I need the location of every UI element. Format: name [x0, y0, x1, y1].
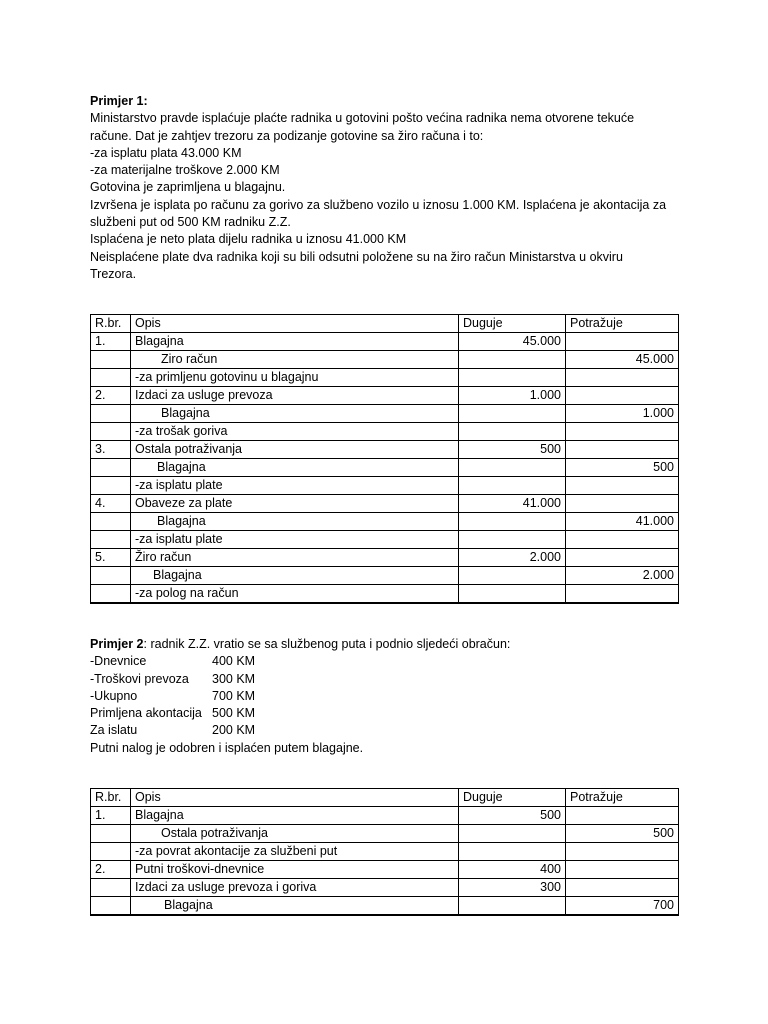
example1-line: Neisplaćene plate dva radnika koji su bili odsutni položene su na žiro račun Ministarstva u okviru	[90, 249, 623, 264]
cell-duguje	[459, 351, 566, 369]
calc-value: 300 KM	[212, 671, 256, 686]
cell-potrazuje	[566, 423, 679, 441]
cell-opis: -za primljenu gotovinu u blagajnu	[131, 369, 459, 387]
cell-duguje: 500	[459, 441, 566, 459]
calc-label: Primljena akontacija	[90, 706, 202, 721]
cell-duguje	[459, 825, 566, 843]
cell-opis: -za povrat akontacije za službeni put	[131, 843, 459, 861]
cell-opis: -za isplatu plate	[131, 531, 459, 549]
cell-duguje	[459, 585, 566, 604]
cell-potrazuje: 41.000	[566, 513, 679, 531]
cell-rbr	[91, 351, 131, 369]
header-duguje: Duguje	[459, 315, 566, 333]
cell-potrazuje	[566, 369, 679, 387]
calc-label: -Troškovi prevoza	[90, 671, 189, 686]
cell-rbr	[91, 405, 131, 423]
cell-opis: Blagajna	[131, 897, 459, 916]
calc-row	[90, 705, 690, 722]
cell-potrazuje: 2.000	[566, 567, 679, 585]
header-rbr: R.br.	[91, 315, 131, 333]
cell-duguje	[459, 567, 566, 585]
cell-potrazuje	[566, 843, 679, 861]
calc-value: 200 KM	[212, 723, 256, 738]
calc-label: -Dnevnice	[90, 654, 147, 669]
cell-opis: Izdaci za usluge prevoza	[131, 387, 459, 405]
journal-table-1	[90, 314, 679, 604]
cell-potrazuje: 700	[566, 897, 679, 916]
cell-duguje	[459, 423, 566, 441]
cell-duguje	[459, 369, 566, 387]
cell-duguje	[459, 459, 566, 477]
cell-duguje	[459, 897, 566, 916]
table-row	[91, 477, 679, 495]
example1-line: Gotovina je zaprimljena u blagajnu.	[90, 180, 286, 195]
cell-rbr	[91, 477, 131, 495]
example1-title: Primjer 1:	[90, 94, 148, 108]
table-header-row	[91, 315, 679, 333]
cell-opis: Blagajna	[131, 513, 459, 531]
cell-potrazuje	[566, 861, 679, 879]
table-row	[91, 333, 679, 351]
example2-intro: : radnik Z.Z. vratio se sa službenog puta i podnio sljedeći obračun:	[143, 637, 511, 651]
cell-duguje: 500	[459, 807, 566, 825]
cell-opis: -za trošak goriva	[131, 423, 459, 441]
table-row	[91, 441, 679, 459]
cell-opis: Obaveze za plate	[131, 495, 459, 513]
header-opis: Opis	[131, 789, 459, 807]
cell-duguje	[459, 513, 566, 531]
cell-potrazuje	[566, 477, 679, 495]
table-row	[91, 423, 679, 441]
table-row	[91, 879, 679, 897]
cell-opis: -za isplatu plate	[131, 477, 459, 495]
cell-opis: Blagajna	[131, 405, 459, 423]
table-header-row	[91, 789, 679, 807]
example2-title: Primjer 2	[90, 637, 144, 651]
example1-line: službeni put od 500 KM radniku Z.Z.	[90, 215, 291, 230]
cell-potrazuje	[566, 807, 679, 825]
table-row	[91, 807, 679, 825]
example2-section	[90, 636, 690, 757]
cell-rbr	[91, 879, 131, 897]
cell-duguje	[459, 843, 566, 861]
example1-line: Trezora.	[90, 266, 137, 281]
cell-opis: Žiro račun	[131, 549, 459, 567]
cell-duguje: 400	[459, 861, 566, 879]
cell-rbr	[91, 513, 131, 531]
cell-opis: Putni troškovi-dnevnice	[131, 861, 459, 879]
cell-potrazuje: 500	[566, 825, 679, 843]
cell-rbr	[91, 369, 131, 387]
table-row	[91, 531, 679, 549]
cell-potrazuje: 1.000	[566, 405, 679, 423]
cell-rbr: 1.	[91, 807, 131, 825]
cell-opis: Ostala potraživanja	[131, 825, 459, 843]
cell-duguje	[459, 531, 566, 549]
cell-potrazuje	[566, 387, 679, 405]
table-row	[91, 549, 679, 567]
calc-row	[90, 653, 690, 670]
cell-opis: Ostala potraživanja	[131, 441, 459, 459]
cell-rbr	[91, 567, 131, 585]
cell-rbr	[91, 585, 131, 604]
cell-potrazuje: 45.000	[566, 351, 679, 369]
cell-potrazuje	[566, 531, 679, 549]
cell-duguje	[459, 477, 566, 495]
cell-rbr	[91, 531, 131, 549]
header-rbr: R.br.	[91, 789, 131, 807]
table-row	[91, 387, 679, 405]
cell-rbr	[91, 825, 131, 843]
table-row	[91, 897, 679, 916]
calc-value: 400 KM	[212, 654, 256, 669]
cell-potrazuje	[566, 879, 679, 897]
cell-opis: Blagajna	[131, 807, 459, 825]
cell-rbr: 3.	[91, 441, 131, 459]
header-duguje: Duguje	[459, 789, 566, 807]
example1-line: -za isplatu plata 43.000 KM	[90, 145, 242, 160]
table-row	[91, 405, 679, 423]
cell-rbr: 2.	[91, 861, 131, 879]
cell-duguje: 41.000	[459, 495, 566, 513]
table-row	[91, 495, 679, 513]
example1-line: Isplaćena je neto plata dijelu radnika u iznosu 41.000 KM	[90, 232, 407, 247]
table-row	[91, 369, 679, 387]
cell-duguje: 300	[459, 879, 566, 897]
table-row	[91, 825, 679, 843]
calc-label: -Ukupno	[90, 688, 138, 703]
calc-value: 500 KM	[212, 706, 256, 721]
cell-opis: Ziro račun	[131, 351, 459, 369]
cell-potrazuje	[566, 549, 679, 567]
cell-rbr	[91, 897, 131, 916]
example2-heading	[90, 636, 690, 653]
cell-duguje	[459, 405, 566, 423]
table-row	[91, 351, 679, 369]
calc-row	[90, 688, 690, 705]
table-row	[91, 861, 679, 879]
table-row	[91, 585, 679, 604]
cell-rbr: 2.	[91, 387, 131, 405]
cell-potrazuje	[566, 585, 679, 604]
cell-rbr	[91, 459, 131, 477]
calc-row	[90, 671, 690, 688]
cell-rbr	[91, 843, 131, 861]
calc-value: 700 KM	[212, 688, 256, 703]
cell-opis: -za polog na račun	[131, 585, 459, 604]
calc-label: Za islatu	[90, 723, 138, 738]
cell-opis: Blagajna	[131, 459, 459, 477]
cell-rbr	[91, 423, 131, 441]
cell-potrazuje: 500	[566, 459, 679, 477]
example1-line: -za materijalne troškove 2.000 KM	[90, 163, 280, 178]
cell-duguje: 2.000	[459, 549, 566, 567]
example1-line: Ministarstvo pravde isplaćuje plaćte radnika u gotovini pošto većina radnika nema otvorene tekuće	[90, 111, 635, 126]
calc-row	[90, 722, 690, 739]
header-potrazuje: Potražuje	[566, 789, 679, 807]
example1-line: račune. Dat je zahtjev trezoru za podizanje gotovine sa žiro računa i to:	[90, 128, 484, 143]
example1-section	[90, 93, 690, 283]
cell-opis: Izdaci za usluge prevoza i goriva	[131, 879, 459, 897]
cell-duguje: 1.000	[459, 387, 566, 405]
cell-opis: Blagajna	[131, 333, 459, 351]
table-row	[91, 459, 679, 477]
cell-opis: Blagajna	[131, 567, 459, 585]
journal-table-2	[90, 788, 679, 916]
cell-rbr: 4.	[91, 495, 131, 513]
header-potrazuje: Potražuje	[566, 315, 679, 333]
cell-potrazuje	[566, 495, 679, 513]
table-row	[91, 567, 679, 585]
cell-potrazuje	[566, 333, 679, 351]
example2-closing: Putni nalog je odobren i isplaćen putem blagajne.	[90, 740, 364, 755]
table-row	[91, 843, 679, 861]
cell-rbr: 5.	[91, 549, 131, 567]
header-opis: Opis	[131, 315, 459, 333]
cell-potrazuje	[566, 441, 679, 459]
cell-duguje: 45.000	[459, 333, 566, 351]
example1-line: Izvršena je isplata po računu za gorivo za službeno vozilo u iznosu 1.000 KM. Isplaćena je akontacija za	[90, 197, 667, 212]
table-row	[91, 513, 679, 531]
cell-rbr: 1.	[91, 333, 131, 351]
